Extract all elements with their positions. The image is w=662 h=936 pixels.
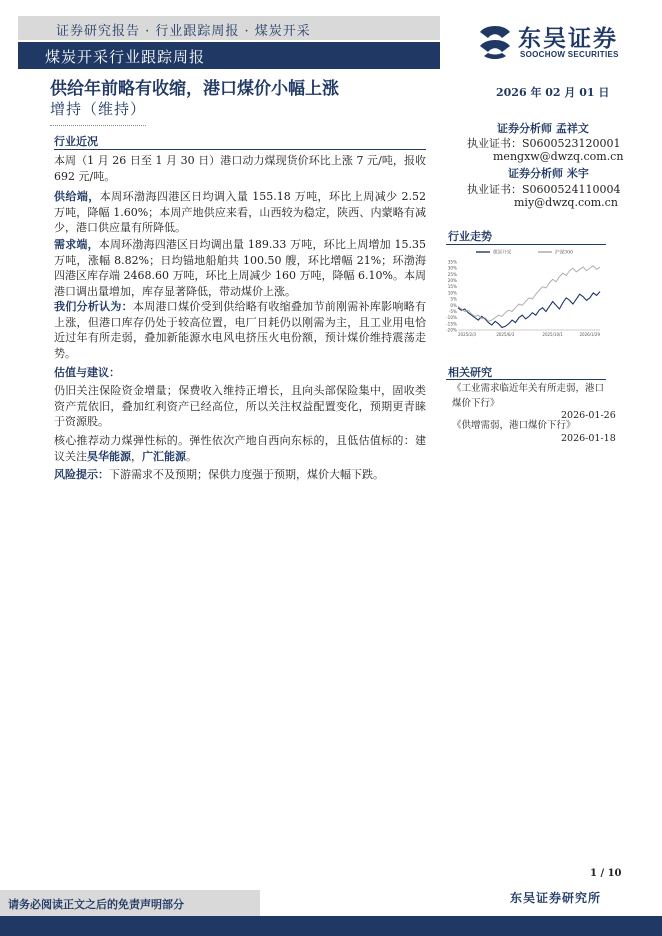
y-tick-label: -5% xyxy=(448,308,457,314)
y-tick-label: 20% xyxy=(447,278,457,284)
paragraph-supply xyxy=(54,189,426,236)
section-heading-industry: 行业近况 xyxy=(54,135,98,148)
recommend-end: 。 xyxy=(186,449,197,463)
risk-text: 下游需求不及预期；保供力度强于预期，煤价大幅下跌。 xyxy=(109,468,384,481)
paragraph-price xyxy=(54,153,426,184)
paragraph-price-text: 本周（1 月 26 日至 1 月 30 日）港口动力煤现货价环比上涨 7 元/吨，报收 692 元/吨。 xyxy=(54,154,426,183)
footer-bar xyxy=(0,916,662,936)
demand-text: 本周环渤海四港区日均调出量 189.33 万吨，环比上周增加 15.35 万吨，涨幅 8.82%；日均锚地船舶共 100.50 艘，环比增幅 21%；环渤海四港区库存端 2468.60 万吨，环比上周减少 160 万吨，降幅 6.10%。本周港口调出量增加，库存显著降低，带动煤价上涨。 xyxy=(54,238,427,298)
related-item-2-title[interactable]: 《供增需弱，港口煤价下行》 xyxy=(452,420,576,431)
paragraph-analysis xyxy=(54,299,426,361)
recommend-text: 核心推荐动力煤弹性标的。弹性依次产地自西向东标的，且低估值标的：建议关注 xyxy=(54,434,426,463)
related-item-1-title[interactable]: 《工业需求临近年关有所走弱，港口煤价下行》 xyxy=(452,383,605,409)
x-tick-label: 2025/6/3 xyxy=(496,332,515,337)
analyst-2-email[interactable]: miy@dwzq.com.cn xyxy=(514,196,618,209)
paragraph-demand xyxy=(54,237,426,299)
analyst-2-name: 证券分析师 米宇 xyxy=(508,167,589,180)
legend-label-2: 沪深300 xyxy=(555,250,573,256)
x-tick-label: 2025/10/1 xyxy=(542,332,563,337)
header-category-bar xyxy=(18,16,440,40)
analysis-label: 我们分析认为： xyxy=(54,300,133,313)
related-rule xyxy=(446,379,606,380)
company-logo xyxy=(476,20,644,64)
y-tick-label: -10% xyxy=(446,315,457,321)
y-tick-label: 30% xyxy=(447,265,457,271)
y-tick-label: 5% xyxy=(450,296,457,302)
recommend-separator: ， xyxy=(131,449,142,463)
analyst-2-license: 执业证书：S0600524110004 xyxy=(467,183,621,196)
footer-disclaimer-bar xyxy=(0,890,260,916)
y-tick-label: 25% xyxy=(447,271,457,277)
footer-disclaimer[interactable]: 请务必阅读正文之后的免责声明部分 xyxy=(8,898,184,911)
risk-label: 风险提示： xyxy=(54,468,109,481)
related-heading: 相关研究 xyxy=(448,366,492,379)
header-report-type-bar xyxy=(18,42,440,69)
series-line-1 xyxy=(458,292,600,328)
report-date: 2026 年 02 月 01 日 xyxy=(496,86,610,99)
valuation-text: 仍旧关注保险资金增量；保费收入维持正增长，且向头部保险集中，固收类资产荒依旧，叠加红利资产已经高位，所以关注权益配置变化，预期更青睐于资源股。 xyxy=(54,384,426,428)
rating: 增持（维持） xyxy=(50,100,147,118)
demand-label: 需求端， xyxy=(54,238,99,251)
supply-text: 本周环渤海四港区日均调入量 155.18 万吨，环比上周减少 2.52 万吨，降幅 1.60%；本周产地供应来看，山西较为稳定，陕西、内蒙略有减少，港口供应量有所降低。 xyxy=(54,190,426,234)
section-heading-valuation: 估值与建议： xyxy=(54,366,120,379)
related-item-1-date: 2026-01-26 xyxy=(561,410,616,421)
stock-haohua: 昊华能源 xyxy=(87,449,131,463)
legend-label-1: 煤炭开采 xyxy=(493,250,512,256)
footer-institute: 东吴证券研究所 xyxy=(510,891,602,905)
analyst-1-license: 执业证书：S0600523120001 xyxy=(467,137,621,150)
analyst-1-name: 证券分析师 孟祥文 xyxy=(497,122,589,135)
section-rule xyxy=(54,149,426,150)
report-title: 供给年前略有收缩，港口煤价小幅上涨 xyxy=(50,79,339,99)
y-tick-label: 0% xyxy=(450,302,457,308)
trend-heading: 行业走势 xyxy=(448,230,492,243)
y-tick-label: -15% xyxy=(446,321,457,327)
series-line-2 xyxy=(458,266,600,322)
rating-divider xyxy=(50,125,146,126)
analyst-1-email[interactable]: mengxw@dwzq.com.cn xyxy=(493,150,624,163)
logo-name: 东吴证券 xyxy=(518,25,618,52)
y-tick-label: 15% xyxy=(447,284,457,290)
page-number: 1 / 10 xyxy=(590,868,622,879)
x-tick-label: 2026/1/29 xyxy=(579,332,600,337)
supply-label: 供给端， xyxy=(54,190,100,203)
analysis-text: 本周港口煤价受到供给略有收缩叠加节前刚需补库影响略有上涨，但港口库存仍处于较高位置，电厂日耗仍以刚需为主，且工业用电恰近过年有所走弱，叠加新能源水电风电挤压火电份额，预计煤价维持震荡走势。 xyxy=(54,300,426,360)
header-report-type: 煤炭开采行业跟踪周报 xyxy=(45,48,206,66)
stock-guanghui: 广汇能源 xyxy=(142,449,186,463)
y-tick-label: 10% xyxy=(447,290,457,296)
paragraph-valuation xyxy=(54,383,426,430)
logo-english: SOOCHOW SECURITIES xyxy=(520,50,619,59)
paragraph-risk xyxy=(54,467,426,483)
related-item-2-date: 2026-01-18 xyxy=(561,433,616,444)
y-tick-label: -20% xyxy=(446,327,457,333)
paragraph-recommend xyxy=(54,433,426,464)
logo-mark-icon xyxy=(476,22,514,62)
x-tick-label: 2025/2/3 xyxy=(458,332,476,337)
y-tick-label: 35% xyxy=(447,259,457,265)
industry-trend-chart xyxy=(446,244,606,344)
header-category: 证券研究报告 · 行业跟踪周报 · 煤炭开采 xyxy=(56,24,311,39)
